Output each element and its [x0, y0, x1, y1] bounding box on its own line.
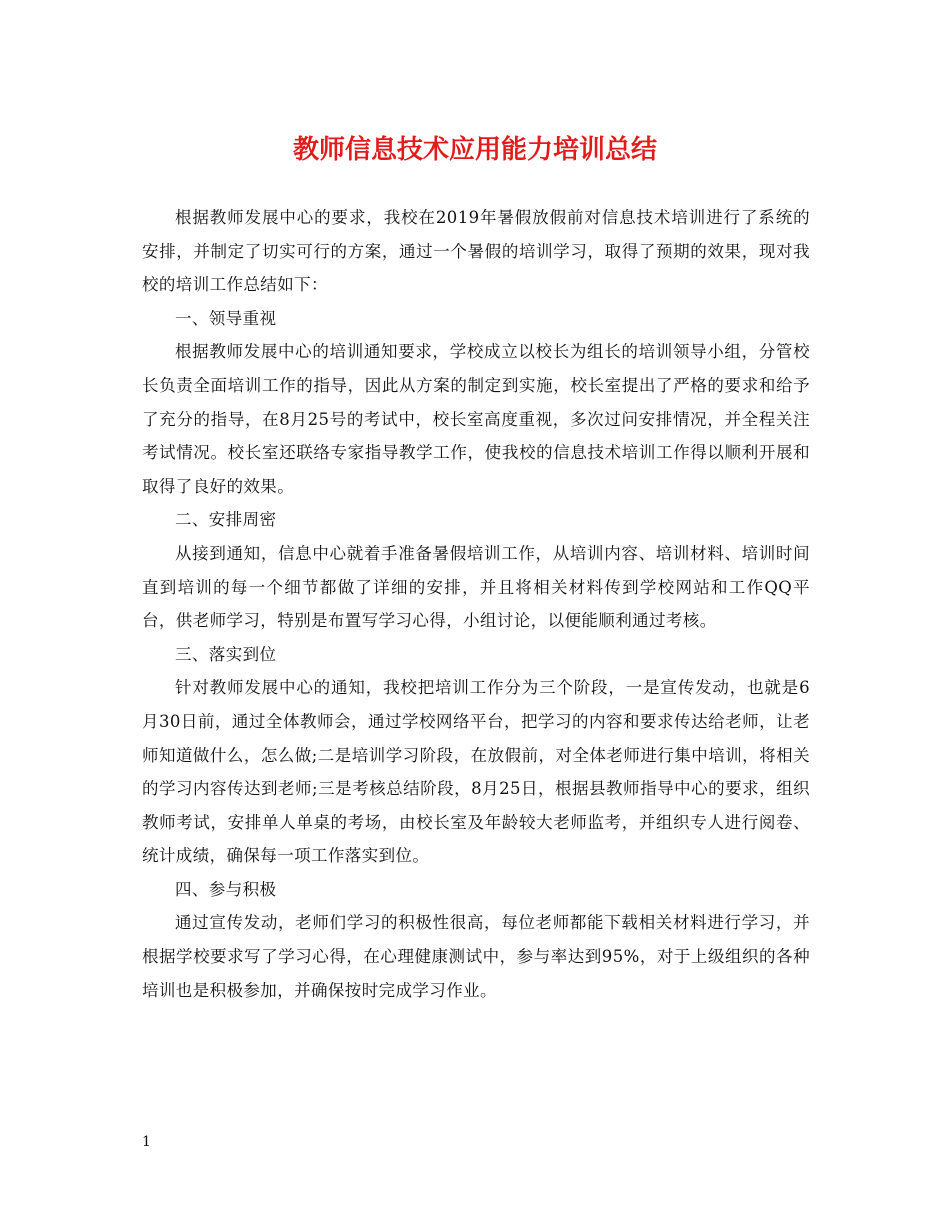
- section-heading-leadership: 一、领导重视: [175, 308, 277, 328]
- intro-paragraph: 根据教师发展中心的要求，我校在2019年暑假放假前对信息技术培训进行了系统的安排，并制定了切实可行的方案，通过一个暑假的培训学习，取得了预期的效果，现对我校的培训工作总结如下：: [142, 208, 810, 295]
- section-heading-arrangement: 二、安排周密: [175, 510, 277, 530]
- section-body-implementation: 针对教师发展中心的通知，我校把培训工作分为三个阶段，一是宣传发动，也就是6月30日前，通过全体教师会，通过学校网络平台，把学习的内容和要求传达给老师，让老师知道做什么，怎么做;二是培训学习阶段，在放假前，对全体老师进行集中培训，将相关的学习内容传达到老师;三是考核总结阶段，8月25日，根据县教师指导中心的要求，组织教师考试，安排单人单桌的考场，由校长室及年龄较大老师监考，并组织专人进行阅卷、统计成绩，确保每一项工作落实到位。: [142, 678, 810, 866]
- section-heading-implementation: 三、落实到位: [175, 644, 277, 664]
- section-heading-participation: 四、参与积极: [175, 879, 277, 899]
- section-body-participation: 通过宣传发动，老师们学习的积极性很高，每位老师都能下载相关材料进行学习，并根据学校要求写了学习心得，在心理健康测试中，参与率达到95%，对于上级组织的各种培训也是积极参加，并确保按时完成学习作业。: [142, 913, 810, 1000]
- section-body-leadership: 根据教师发展中心的培训通知要求，学校成立以校长为组长的培训领导小组，分管校长负责全面培训工作的指导，因此从方案的制定到实施，校长室提出了严格的要求和给予了充分的指导，在8月25号的考试中，校长室高度重视，多次过问安排情况，并全程关注考试情况。校长室还联络专家指导教学工作，使我校的信息技术培训工作得以顺利开展和取得了良好的效果。: [142, 342, 810, 496]
- document-title: 教师信息技术应用能力培训总结: [292, 135, 657, 165]
- page-number: 1: [142, 1134, 151, 1150]
- section-body-arrangement: 从接到通知，信息中心就着手准备暑假培训工作，从培训内容、培训材料、培训时间直到培训的每一个细节都做了详细的安排，并且将相关材料传到学校网站和工作QQ平台，供老师学习，特别是布置写学习心得，小组讨论，以便能顺利通过考核。: [142, 543, 810, 631]
- document-body: [142, 201, 810, 1007]
